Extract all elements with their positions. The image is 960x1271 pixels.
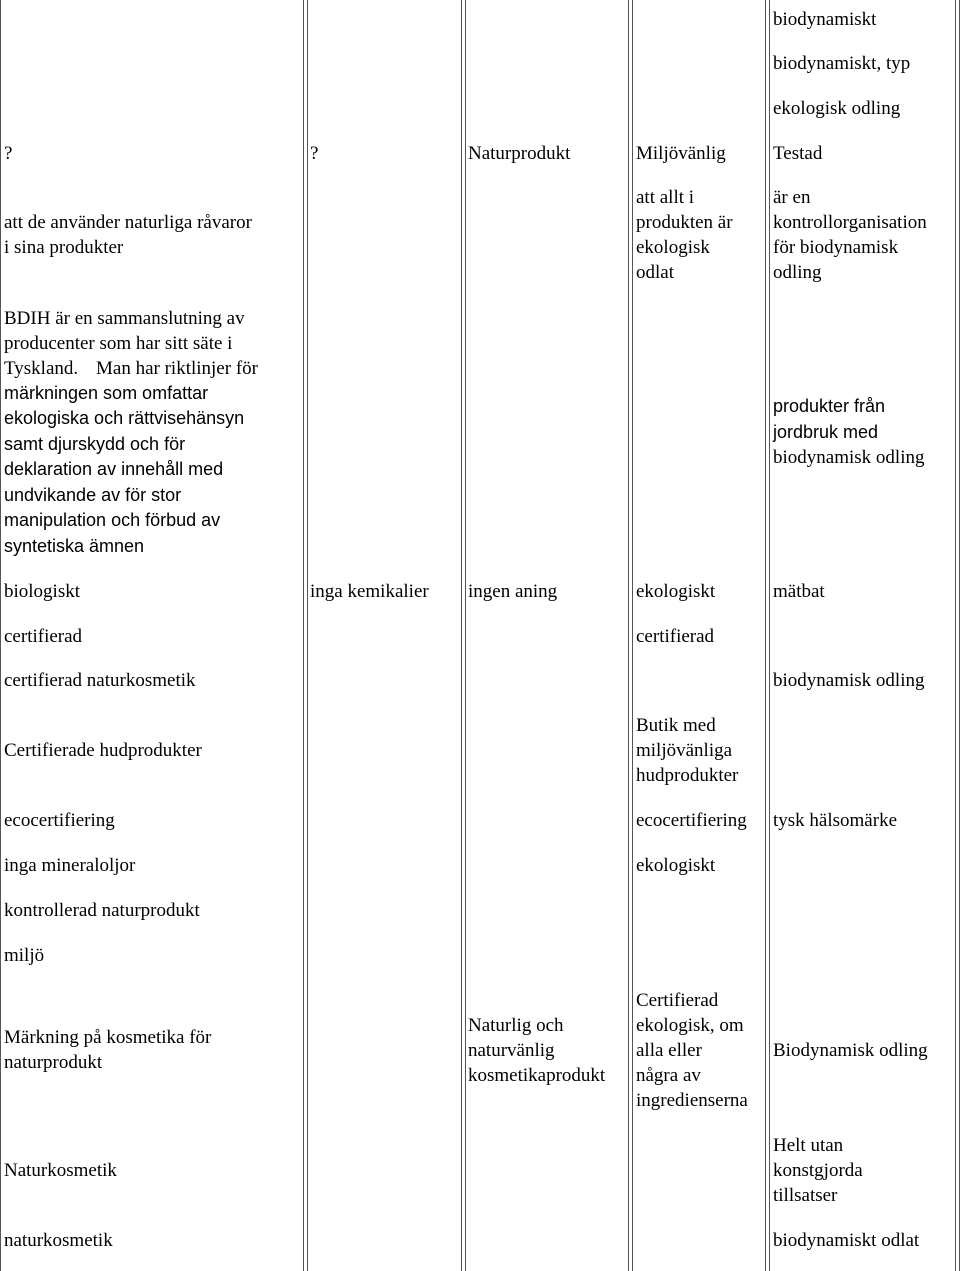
cell-certifierade-hudprodukter: Certifierade hudprodukter bbox=[4, 740, 202, 761]
header-naturprodukt: Naturprodukt bbox=[468, 143, 571, 164]
intro-col5-line: är en bbox=[773, 187, 811, 208]
bdih-line: producenter som har sitt säte i bbox=[4, 333, 233, 354]
bdih-line: Man har riktlinjer för bbox=[96, 358, 258, 379]
cell-kontrollerad-naturprodukt: kontrollerad naturprodukt bbox=[4, 900, 200, 921]
cell-naturlig-line: naturvänlig bbox=[468, 1040, 555, 1061]
intro-col4-line: odlat bbox=[636, 262, 674, 283]
header-miljovanlig: Miljövänlig bbox=[636, 143, 726, 164]
cell-biodynamisk-odling: Biodynamisk odling bbox=[773, 1040, 928, 1061]
bdih-line: undvikande av för stor bbox=[4, 485, 182, 505]
cell-certifierad-ekologisk-line: Certifierad bbox=[636, 990, 719, 1011]
header-question-2: ? bbox=[310, 143, 319, 164]
intro-col5-line: odling bbox=[773, 262, 822, 283]
intro-col4-line: att allt i bbox=[636, 187, 695, 208]
cell-certifierad: certifierad bbox=[4, 626, 83, 647]
intro-col4-line: ekologisk bbox=[636, 237, 710, 258]
cell-ekologiskt: ekologiskt bbox=[636, 581, 716, 602]
bdih-line: BDIH är en sammanslutning av bbox=[4, 308, 245, 329]
cell-helt-utan-line: Helt utan bbox=[773, 1135, 844, 1156]
cell-butik-line: Butik med bbox=[636, 715, 716, 736]
column-rule bbox=[465, 0, 466, 1271]
bdih-line: manipulation och förbud av bbox=[4, 510, 221, 530]
header-question-1: ? bbox=[4, 143, 13, 164]
bdih-line: syntetiska ämnen bbox=[4, 536, 145, 556]
intro-col1-line: i sina produkter bbox=[4, 237, 124, 258]
cell-inga-kemikalier: inga kemikalier bbox=[310, 581, 429, 602]
bdih-col5-line: biodynamisk odling bbox=[773, 447, 925, 468]
cell-certifierad: certifierad bbox=[636, 626, 715, 647]
cell-naturkosmetik: naturkosmetik bbox=[4, 1230, 113, 1251]
cell-butik-line: miljövänliga bbox=[636, 740, 733, 761]
cell-naturlig-line: kosmetikaprodukt bbox=[468, 1065, 606, 1086]
cell-markning-line: Märkning på kosmetika för bbox=[4, 1027, 212, 1048]
cell-ecocertifiering: ecocertifiering bbox=[636, 810, 747, 831]
cell-naturlig-line: Naturlig och bbox=[468, 1015, 564, 1036]
intro-col5-line: kontrollorganisation bbox=[773, 212, 927, 233]
header-top-label: biodynamiskt, typ bbox=[773, 53, 911, 74]
cell-biodynamisk-odling: biodynamisk odling bbox=[773, 670, 925, 691]
bdih-col5-line: jordbruk med bbox=[773, 422, 879, 442]
intro-col4-line: produkten är bbox=[636, 212, 733, 233]
column-rule bbox=[628, 0, 629, 1271]
cell-miljo: miljö bbox=[4, 945, 45, 966]
header-testad: Testad bbox=[773, 143, 823, 164]
cell-helt-utan-line: tillsatser bbox=[773, 1185, 838, 1206]
cell-markning-line: naturprodukt bbox=[4, 1052, 103, 1073]
intro-col5-line: för biodynamisk bbox=[773, 237, 899, 258]
cell-certifierad-naturkosmetik: certifierad naturkosmetik bbox=[4, 670, 196, 691]
bdih-col5-line: produkter från bbox=[773, 396, 886, 416]
column-rule bbox=[769, 0, 770, 1271]
column-rule bbox=[765, 0, 766, 1271]
column-rule bbox=[0, 0, 1, 1271]
bdih-line: märkningen som omfattar bbox=[4, 383, 209, 403]
header-top-label: biodynamiskt bbox=[773, 9, 877, 30]
cell-naturkosmetik: Naturkosmetik bbox=[4, 1160, 117, 1181]
cell-biodynamiskt-odlat: biodynamiskt odlat bbox=[773, 1230, 920, 1251]
cell-certifierad-ekologisk-line: alla eller bbox=[636, 1040, 702, 1061]
bdih-line: samt djurskydd och för bbox=[4, 434, 186, 454]
bdih-line: ekologiska och rättvisehänsyn bbox=[4, 408, 245, 428]
column-rule bbox=[307, 0, 308, 1271]
column-rule bbox=[632, 0, 633, 1271]
cell-certifierad-ekologisk-line: ingredienserna bbox=[636, 1090, 748, 1111]
column-rule bbox=[461, 0, 462, 1271]
cell-ecocertifiering: ecocertifiering bbox=[4, 810, 115, 831]
intro-col1-line: att de använder naturliga råvaror bbox=[4, 212, 252, 233]
cell-biologiskt: biologiskt bbox=[4, 581, 81, 602]
cell-inga-mineraloljor: inga mineraloljor bbox=[4, 855, 136, 876]
bdih-line: deklaration av innehåll med bbox=[4, 459, 224, 479]
cell-ekologiskt: ekologiskt bbox=[636, 855, 716, 876]
cell-certifierad-ekologisk-line: några av bbox=[636, 1065, 701, 1086]
cell-ingen-aning: ingen aning bbox=[468, 581, 558, 602]
header-top-label: ekologisk odling bbox=[773, 98, 901, 119]
column-rule bbox=[303, 0, 304, 1271]
cell-tysk-halsomarke: tysk hälsomärke bbox=[773, 810, 898, 831]
cell-butik-line: hudprodukter bbox=[636, 765, 739, 786]
cell-certifierad-ekologisk-line: ekologisk, om bbox=[636, 1015, 744, 1036]
cell-helt-utan-line: konstgjorda bbox=[773, 1160, 863, 1181]
bdih-line: Tyskland. bbox=[4, 358, 79, 379]
cell-matbat: mätbat bbox=[773, 581, 825, 602]
column-rule bbox=[955, 0, 956, 1271]
